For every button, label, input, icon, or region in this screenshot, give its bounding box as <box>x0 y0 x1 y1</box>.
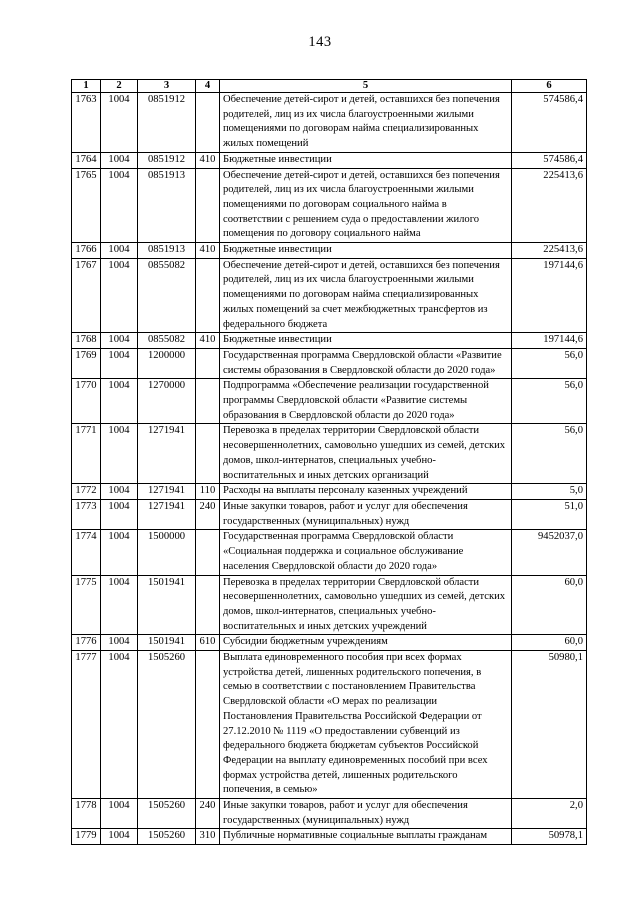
expense-type-code: 240 <box>196 799 220 829</box>
target-article-code: 1271941 <box>138 484 196 500</box>
expense-type-code <box>196 651 220 799</box>
section-code: 1004 <box>101 243 138 259</box>
row-number: 1765 <box>72 168 101 243</box>
row-number: 1779 <box>72 829 101 845</box>
row-number: 1776 <box>72 635 101 651</box>
row-number: 1768 <box>72 333 101 349</box>
amount-value: 9452037,0 <box>512 530 587 575</box>
column-header: 3 <box>138 80 196 93</box>
table-row <box>72 333 587 349</box>
expense-name: Выплата единовременного пособия при всех формах устройства детей, лишенных родительского попечения, в семью в соответствии с постановлением Правительства Свердловской области «О мерах по реализации Постановления Правительства Российской Федерации от 27.12.2010 № 1119 «О предоставлении субвенций из федерального бюджета бюджетам субъектов Российской Федерации на выплату единовременных пособий при всех формах устройства детей, лишенных родительского попечения, в семью» <box>220 651 512 799</box>
target-article-code: 1501941 <box>138 575 196 635</box>
column-header: 6 <box>512 80 587 93</box>
row-number: 1767 <box>72 258 101 333</box>
expense-name: Бюджетные инвестиции <box>220 243 512 259</box>
table-row <box>72 93 587 153</box>
expense-name: Перевозка в пределах территории Свердловской области несовершеннолетних, самовольно ушедших из семей, детских домов, школ-интернатов, специальных учебно-воспитательных и иных детских организаций <box>220 424 512 484</box>
section-code: 1004 <box>101 635 138 651</box>
table-header-row <box>72 80 587 93</box>
expense-name: Публичные нормативные социальные выплаты гражданам <box>220 829 512 845</box>
table-row <box>72 152 587 168</box>
row-number: 1763 <box>72 93 101 153</box>
expense-name: Иные закупки товаров, работ и услуг для обеспечения государственных (муниципальных) нужд <box>220 799 512 829</box>
section-code: 1004 <box>101 424 138 484</box>
section-code: 1004 <box>101 379 138 424</box>
section-code: 1004 <box>101 168 138 243</box>
row-number: 1770 <box>72 379 101 424</box>
table-row <box>72 575 587 635</box>
row-number: 1771 <box>72 424 101 484</box>
amount-value: 50978,1 <box>512 829 587 845</box>
section-code: 1004 <box>101 484 138 500</box>
table-row <box>72 499 587 529</box>
expense-type-code <box>196 258 220 333</box>
section-code: 1004 <box>101 258 138 333</box>
section-code: 1004 <box>101 348 138 378</box>
expense-type-code: 240 <box>196 499 220 529</box>
expense-type-code <box>196 424 220 484</box>
target-article-code: 1200000 <box>138 348 196 378</box>
target-article-code: 1271941 <box>138 424 196 484</box>
table-row <box>72 530 587 575</box>
amount-value: 56,0 <box>512 348 587 378</box>
row-number: 1777 <box>72 651 101 799</box>
expense-name: Подпрограмма «Обеспечение реализации государственной программы Свердловской области «Развитие системы образования в Свердловской области до 2020 года» <box>220 379 512 424</box>
expense-type-code <box>196 348 220 378</box>
row-number: 1778 <box>72 799 101 829</box>
table-row <box>72 484 587 500</box>
table-row <box>72 258 587 333</box>
section-code: 1004 <box>101 829 138 845</box>
expense-type-code: 110 <box>196 484 220 500</box>
column-header: 5 <box>220 80 512 93</box>
section-code: 1004 <box>101 575 138 635</box>
target-article-code: 1505260 <box>138 651 196 799</box>
table-row <box>72 635 587 651</box>
page-number: 143 <box>308 34 332 50</box>
target-article-code: 0851913 <box>138 243 196 259</box>
expense-type-code <box>196 93 220 153</box>
amount-value: 197144,6 <box>512 258 587 333</box>
column-header: 2 <box>101 80 138 93</box>
amount-value: 225413,6 <box>512 243 587 259</box>
expense-type-code: 410 <box>196 152 220 168</box>
target-article-code: 0851912 <box>138 152 196 168</box>
expense-type-code: 310 <box>196 829 220 845</box>
section-code: 1004 <box>101 651 138 799</box>
expense-name: Государственная программа Свердловской области «Социальная поддержка и социальное обслуживание населения Свердловской области до 2020 года» <box>220 530 512 575</box>
table-row <box>72 168 587 243</box>
section-code: 1004 <box>101 799 138 829</box>
row-number: 1772 <box>72 484 101 500</box>
amount-value: 56,0 <box>512 379 587 424</box>
section-code: 1004 <box>101 93 138 153</box>
expense-name: Иные закупки товаров, работ и услуг для обеспечения государственных (муниципальных) нужд <box>220 499 512 529</box>
row-number: 1774 <box>72 530 101 575</box>
row-number: 1766 <box>72 243 101 259</box>
table-body <box>72 93 587 845</box>
section-code: 1004 <box>101 152 138 168</box>
table-row <box>72 348 587 378</box>
target-article-code: 1500000 <box>138 530 196 575</box>
amount-value: 2,0 <box>512 799 587 829</box>
expense-name: Перевозка в пределах территории Свердловской области несовершеннолетних, самовольно ушедших из семей, детских домов, школ-интернатов, специальных учебно-воспитательных и иных детских учреждений <box>220 575 512 635</box>
expense-type-code <box>196 379 220 424</box>
expense-type-code <box>196 530 220 575</box>
expense-name: Субсидии бюджетным учреждениям <box>220 635 512 651</box>
target-article-code: 0851912 <box>138 93 196 153</box>
amount-value: 51,0 <box>512 499 587 529</box>
section-code: 1004 <box>101 530 138 575</box>
amount-value: 60,0 <box>512 575 587 635</box>
target-article-code: 1271941 <box>138 499 196 529</box>
table-row <box>72 379 587 424</box>
target-article-code: 0851913 <box>138 168 196 243</box>
expense-type-code <box>196 575 220 635</box>
expense-name: Обеспечение детей-сирот и детей, оставшихся без попечения родителей, лиц из их числа благоустроенными жилыми помещениями по договорам социального найма в соответствии с решением суда о предоставлении жилого помещения по договору социального найма <box>220 168 512 243</box>
amount-value: 225413,6 <box>512 168 587 243</box>
expense-type-code: 410 <box>196 333 220 349</box>
amount-value: 5,0 <box>512 484 587 500</box>
target-article-code: 1505260 <box>138 829 196 845</box>
row-number: 1775 <box>72 575 101 635</box>
expense-name: Государственная программа Свердловской области «Развитие системы образования в Свердловской области до 2020 года» <box>220 348 512 378</box>
table-row <box>72 651 587 799</box>
target-article-code: 1501941 <box>138 635 196 651</box>
amount-value: 574586,4 <box>512 93 587 153</box>
row-number: 1764 <box>72 152 101 168</box>
target-article-code: 1505260 <box>138 799 196 829</box>
table-row <box>72 243 587 259</box>
target-article-code: 1270000 <box>138 379 196 424</box>
expense-type-code <box>196 168 220 243</box>
amount-value: 574586,4 <box>512 152 587 168</box>
amount-value: 60,0 <box>512 635 587 651</box>
budget-table <box>71 79 587 845</box>
expense-type-code: 410 <box>196 243 220 259</box>
row-number: 1773 <box>72 499 101 529</box>
expense-name: Обеспечение детей-сирот и детей, оставшихся без попечения родителей, лиц из их числа благоустроенными жилыми помещениями по договорам найма специализированных жилых помещений за счет межбюджетных трансфертов из федерального бюджета <box>220 258 512 333</box>
expense-name: Бюджетные инвестиции <box>220 333 512 349</box>
column-header: 1 <box>72 80 101 93</box>
section-code: 1004 <box>101 499 138 529</box>
target-article-code: 0855082 <box>138 333 196 349</box>
table-row <box>72 829 587 845</box>
table-row <box>72 424 587 484</box>
column-header: 4 <box>196 80 220 93</box>
expense-type-code: 610 <box>196 635 220 651</box>
row-number: 1769 <box>72 348 101 378</box>
amount-value: 56,0 <box>512 424 587 484</box>
table-row <box>72 799 587 829</box>
expense-name: Бюджетные инвестиции <box>220 152 512 168</box>
amount-value: 197144,6 <box>512 333 587 349</box>
section-code: 1004 <box>101 333 138 349</box>
target-article-code: 0855082 <box>138 258 196 333</box>
amount-value: 50980,1 <box>512 651 587 799</box>
expense-name: Расходы на выплаты персоналу казенных учреждений <box>220 484 512 500</box>
expense-name: Обеспечение детей-сирот и детей, оставшихся без попечения родителей, лиц из их числа благоустроенными жилыми помещениями по договорам найма специализированных жилых помещений <box>220 93 512 153</box>
